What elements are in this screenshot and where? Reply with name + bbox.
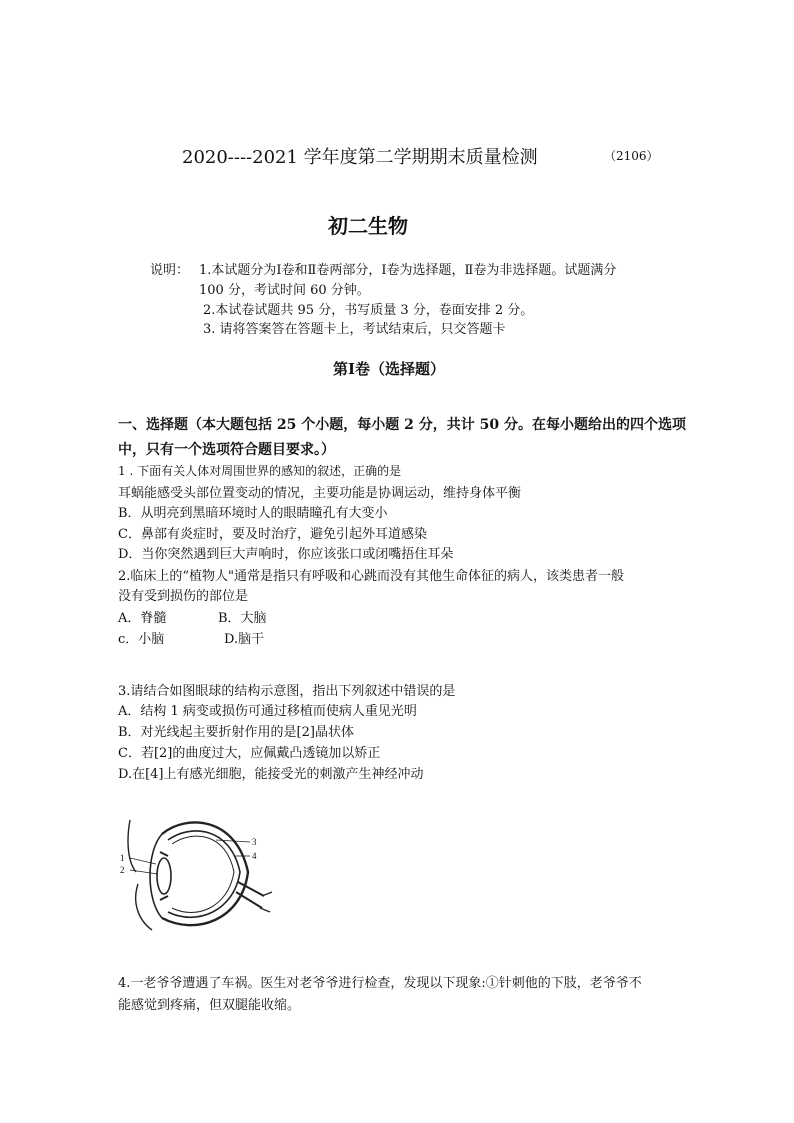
q3-option-a: A．结构 1 病变或损伤可通过移植而使病人重见光明 xyxy=(118,704,417,719)
instruction-line-3: 3. 请将答案答在答题卡上，考试结束后，只交答题卡 xyxy=(203,322,506,337)
q3-option-c: C．若[2]的曲度过大，应佩戴凸透镜加以矫正 xyxy=(118,746,381,761)
q4-line-2: 能感觉到疼痛，但双腿能收缩。 xyxy=(118,998,301,1013)
q3-stem: 3.请结合如图眼球的结构示意图，指出下列叙述中错误的是 xyxy=(118,684,456,699)
section-title: 第Ⅰ卷（选择题） xyxy=(333,360,446,378)
exam-code: （2106） xyxy=(604,149,659,163)
label-4: 4 xyxy=(252,851,257,861)
instructions-label: 说明： xyxy=(150,263,190,278)
q3-option-d: D.在[4]上有感光细胞，能接受光的刺激产生神经冲动 xyxy=(118,767,424,782)
eyeball-diagram xyxy=(116,812,276,941)
q2-option-a: A．脊髓 xyxy=(118,611,167,626)
q4-line-1: 4.一老爷爷遭遇了车祸。医生对老爷爷进行检查，发现以下现象:①针刺他的下肢，老爷爷不 xyxy=(118,976,642,991)
part-heading-line-1: 一、选择题（本大题包括 25 个小题，每小题 2 分，共计 50 分。在每小题给出的四个选项 xyxy=(118,417,686,433)
part-heading-line-2: 中，只有一个选项符合题目要求。） xyxy=(118,442,335,458)
label-3: 3 xyxy=(252,837,257,847)
q2-option-d: D.脑干 xyxy=(224,632,265,647)
q2-stem-line-1: 2.临床上的“植物人"通常是指只有呼吸和心跳而没有其他生命体征的病人，该类患者一般 xyxy=(118,569,625,584)
q2-option-b: B．大脑 xyxy=(218,611,267,626)
label-2: 2 xyxy=(120,865,125,875)
subject-title: 初二生物 xyxy=(328,214,408,238)
q1-option-b: B．从明亮到黑暗环境时人的眼睛瞳孔有大变小 xyxy=(118,506,388,521)
q1-option-c: C．鼻部有炎症时，要及时治疗，避免引起外耳道感染 xyxy=(118,527,427,542)
q1-option-d: D．当你突然遇到巨大声响时，你应该张口或闭嘴捂住耳朵 xyxy=(118,547,454,562)
q1-stem: 1 . 下面有关人体对周围世界的感知的叙述，正确的是 xyxy=(118,464,402,478)
q3-option-b: B．对光线起主要折射作用的是[2]晶状体 xyxy=(118,725,354,740)
q2-option-c: c．小脑 xyxy=(118,632,165,647)
q1-option-a: 耳蜗能感受头部位置变动的情况，主要功能是协调运动，维持身体平衡 xyxy=(118,486,522,501)
instruction-line-1: 1.本试题分为Ⅰ卷和Ⅱ卷两部分，Ⅰ卷为选择题，Ⅱ卷为非选择题。试题满分 xyxy=(199,263,617,278)
q2-stem-line-2: 没有受到损伤的部位是 xyxy=(118,589,249,604)
exam-title: 2020----2021 学年度第二学期期末质量检测 xyxy=(182,147,538,168)
eyeball-diagram-svg xyxy=(116,812,276,937)
instruction-line-2: 2.本试卷试题共 95 分，书写质量 3 分，卷面安排 2 分。 xyxy=(203,303,534,318)
label-1: 1 xyxy=(120,853,125,863)
instruction-line-1b: 100 分，考试时间 60 分钟。 xyxy=(199,283,370,298)
